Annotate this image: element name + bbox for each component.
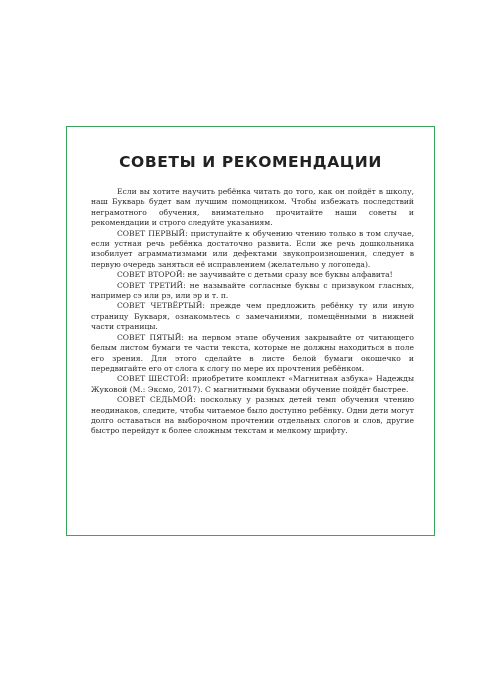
advice-paragraph-3: СОВЕТ ТРЕТИЙ: не называйте согласные буквы с призвуком гласных, например сэ или рэ, или эр и т. п. (91, 280, 414, 301)
content-frame (66, 126, 435, 536)
page-title: СОВЕТЫ И РЕКОМЕНДАЦИИ (119, 153, 382, 171)
advice-paragraph-6: СОВЕТ ШЕСТОЙ: приобретите комплект «Магнитная азбука» Надежды Жуковой (М.: Эксмо, 2017). С магнитными буквами обучение пойдёт быстрее. (91, 374, 414, 394)
intro-paragraph: Если вы хотите научить ребёнка читать до того, как он пойдёт в школу, наш Букварь будет вам лучшим помощником. Чтобы избежать последствий неграмотного обучения, внимательно прочитайте наши советы и рекомендации и строго следуйте указаниям. (91, 187, 414, 228)
advice-paragraph-1: СОВЕТ ПЕРВЫЙ: приступайте к обучению чтению только в том случае, если устная речь ребёнка достаточно развита. Если же речь дошкольника изобилует аграмматизмами или дефектами звукопроизношения, следует в первую очередь заняться её исправлением (желательно у логопеда). (91, 228, 414, 269)
advice-paragraph-4: СОВЕТ ЧЕТВЁРТЫЙ: прежде чем предложить ребёнку ту или иную страницу Букваря, ознакомьтесь с замечаниями, помещёнными в нижней части страницы. (91, 301, 414, 332)
advice-text (91, 187, 414, 437)
advice-paragraph-5: СОВЕТ ПЯТЫЙ: на первом этапе обучения закрывайте от читающего белым листом бумаги те части текста, которые не должны находиться в поле его зрения. Для этого сделайте в листе белой бумаги окошечко и передвигайте его от слога к слогу по мере их прочтения ребёнком. (91, 332, 414, 373)
advice-paragraph-2: СОВЕТ ВТОРОЙ: не заучивайте с детьми сразу все буквы алфавита! (117, 270, 393, 280)
advice-paragraph-7: СОВЕТ СЕДЬМОЙ: поскольку у разных детей темп обучения чтению неодинаков, следите, чтобы читаемое было доступно ребёнку. Одни дети могут долго оставаться на выборочном прочтении отдельных слогов и слов, другие быстро перейдут к более сложным текстам и мелкому шрифту. (91, 395, 414, 436)
